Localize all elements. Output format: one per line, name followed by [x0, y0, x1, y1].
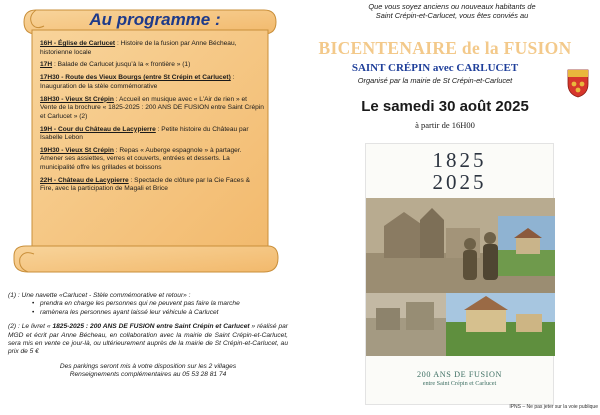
- invitation-line: Saint Crépin-et-Carlucet, vous êtes conviés au: [375, 11, 529, 21]
- brochure-cover: [365, 143, 554, 405]
- event-list: [40, 40, 264, 198]
- year-start: 1825: [432, 148, 487, 172]
- headline-subtitle: SAINT CRÉPIN avec CARLUCET: [351, 62, 519, 74]
- year-end: 2025: [432, 170, 487, 194]
- event-item: [40, 40, 264, 57]
- invitation-line: Que vous soyez anciens ou nouveaux habitants de: [368, 2, 536, 11]
- booklet-note-text: » réalisé par MGD et écrit par Anne Bécheau, en collaboration avec la mairie de Saint Crépin-et-Carlucet, sera mis en vente ce jour-là, ou ultérieurement auprès de la mairie de St Crépin-et-Carlucet, au prix de 5 €: [8, 323, 288, 356]
- parking-info: [8, 363, 288, 380]
- shuttle-bullet: • ramènera les personnes ayant laissé leur véhicule à Carlucet: [32, 309, 288, 317]
- organiser-line: Organisé par la mairie de St Crépin-et-Carlucet: [357, 76, 513, 85]
- booklet-note: [8, 323, 288, 357]
- event-item: [40, 96, 264, 122]
- event-time-place: 19H - Cour du Château de Lacypierre: [40, 125, 156, 133]
- event-description: : Histoire de la fusion par Anne Bécheau, historienne locale: [40, 40, 237, 56]
- booklet-note-prefix: (2) : Le livret «: [8, 323, 51, 331]
- event-description: : Balade de Carlucet jusqu’à la « frontière » (1): [52, 61, 191, 69]
- event-date: Le samedi 30 août 2025: [361, 98, 529, 115]
- event-item: [40, 147, 264, 173]
- event-description: : Repas « Auberge espagnole » à partager. Amener ses assiettes, verres et couverts, entrées et desserts. La municipalité offre les grillades et boissons: [40, 146, 242, 172]
- parking-line: Des parkings seront mis à votre disposition sur les 2 villages: [59, 362, 237, 370]
- headline: BICENTENAIRE de la FUSION: [318, 38, 572, 58]
- event-item: [40, 126, 264, 143]
- shuttle-note-bullets: [32, 300, 288, 317]
- programme-scroll: [6, 2, 286, 292]
- shuttle-bullet: • prendra en charge les personnes qui ne peuvent pas faire la marche: [32, 300, 288, 308]
- event-description: : Petite histoire du Château par Isabelle Lebon: [40, 125, 249, 142]
- event-time-place: 17H30 - Route des Vieux Bourgs (entre St Crépin et Carlucet): [40, 74, 231, 82]
- shuttle-note-intro: (1) : Une navette «Carlucet - Stèle commémorative et retour» :: [8, 292, 191, 299]
- village-photo-collage: [366, 198, 555, 356]
- event-time-place: 18H30 - Vieux St Crépin: [40, 95, 114, 103]
- booklet-note-title: 1825-2025 : 200 ANS DE FUSION entre Saint Crépin et Carlucet: [50, 323, 250, 331]
- event-time-place: 17H: [40, 61, 53, 69]
- shuttle-note: [8, 292, 288, 317]
- event-time-place: 22H - Château de Lacypierre: [40, 176, 129, 184]
- event-description: : Inauguration de la stèle commémorative: [40, 74, 235, 90]
- event-item: [40, 74, 264, 91]
- event-description: : Spectacle de clôture par la Cie Faces & Fire, avec la participation de Magali et Brice: [40, 176, 250, 193]
- brochure-subtitle: entre Saint Crépin et Carlucet: [422, 380, 497, 387]
- brochure-title: 200 ANS DE FUSION: [416, 370, 503, 379]
- event-time-place: 16H - Église de Carlucet: [40, 40, 116, 47]
- contact-line: Renseignements complémentaires au 05 53 28 81 74: [69, 371, 227, 379]
- ipns-notice: IPNS – Ne pas jeter sur la voie publique: [509, 404, 598, 410]
- coat-of-arms-icon: [566, 68, 590, 98]
- event-start-time: à partir de 16H00: [415, 120, 475, 130]
- event-time-place: 19H30 - Vieux St Crépin: [40, 146, 114, 154]
- invitation-intro: [312, 2, 592, 20]
- event-item: [40, 177, 264, 194]
- programme-title: Au programme :: [89, 10, 221, 29]
- event-item: [40, 61, 264, 70]
- event-description: : Accueil en musique avec « L’Air de rien » et Vente de la brochure « 1825-2025 : 200 ANS DE FUSION entre Saint Crépin et Carlucet » (2): [40, 95, 264, 120]
- footnotes: [8, 292, 288, 380]
